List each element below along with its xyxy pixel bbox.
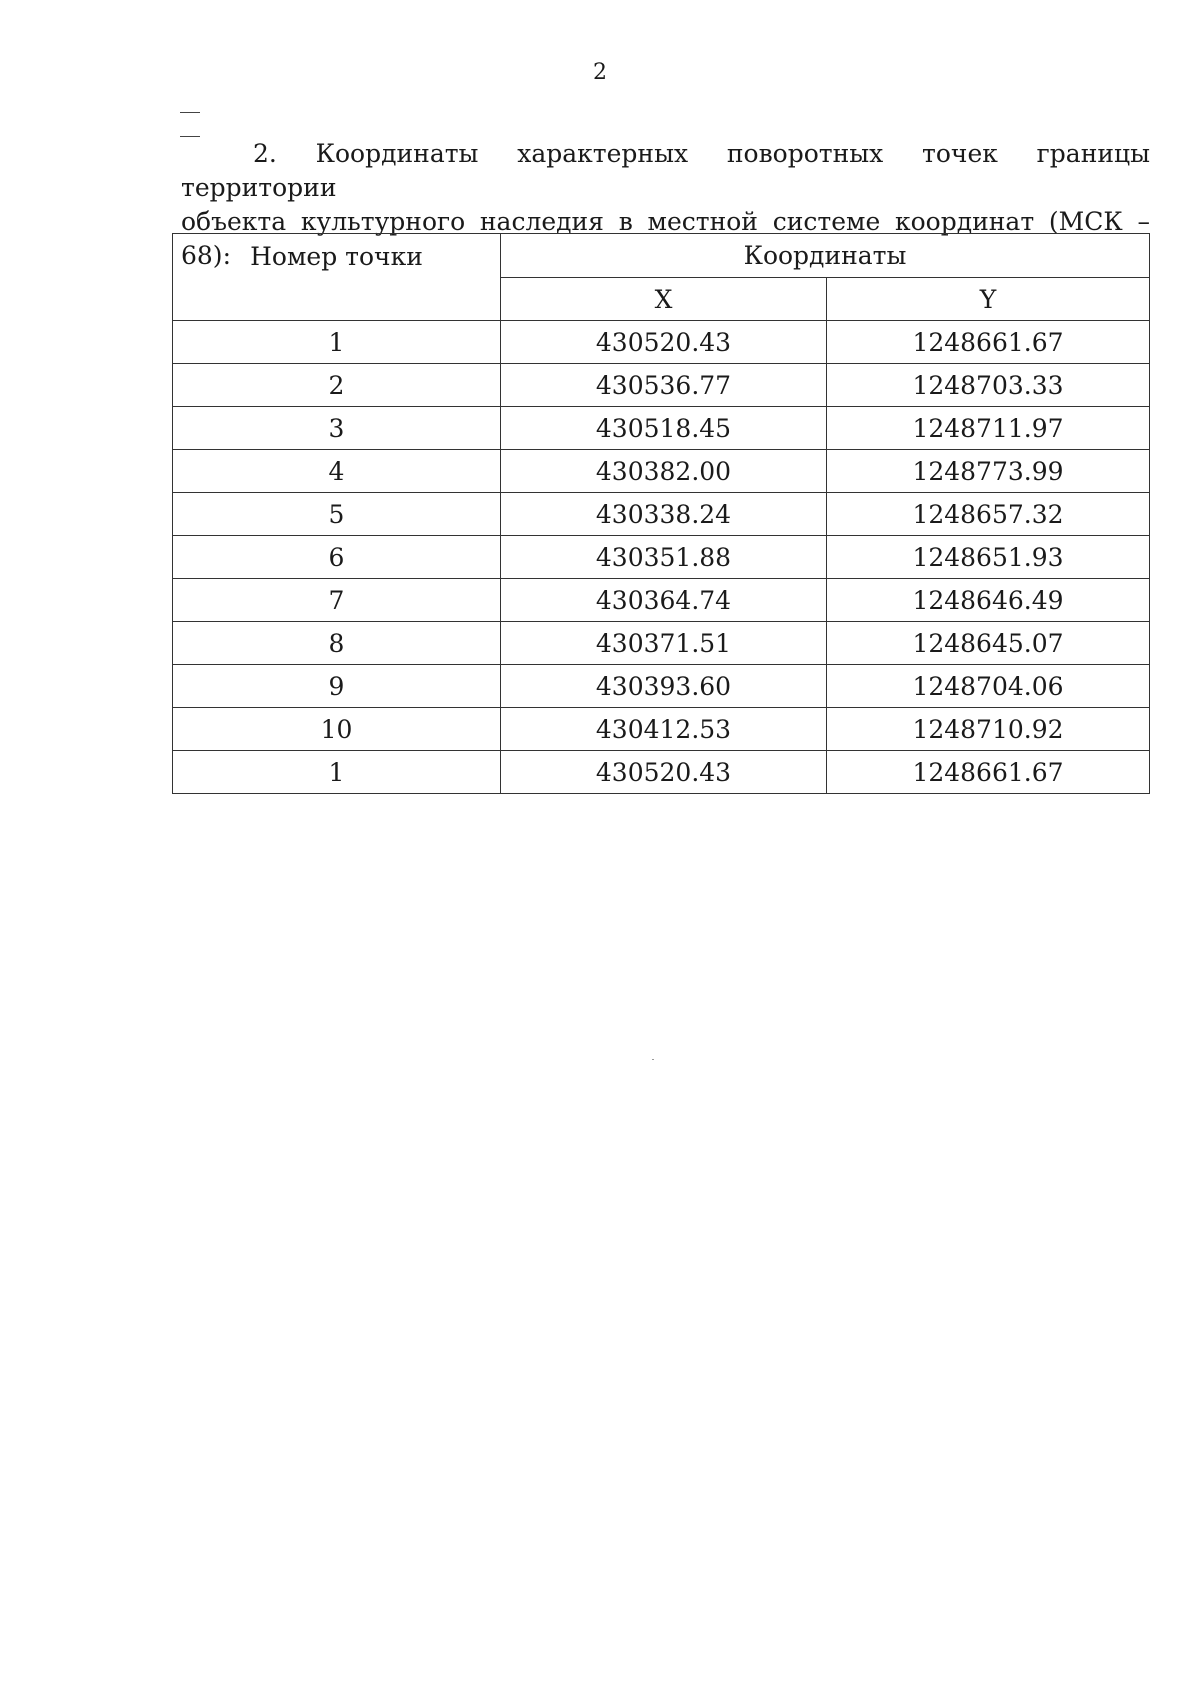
cell-y: 1248646.49: [827, 579, 1150, 622]
table-row: [173, 407, 1150, 450]
cell-point: 4: [173, 450, 501, 493]
header-point-number: Номер точки: [173, 234, 501, 321]
table-row: [173, 321, 1150, 364]
cell-x: 430518.45: [501, 407, 827, 450]
cell-y: 1248661.67: [827, 321, 1150, 364]
cell-y: 1248661.67: [827, 751, 1150, 794]
cell-point: 8: [173, 622, 501, 665]
header-x: X: [501, 278, 827, 321]
cell-x: 430364.74: [501, 579, 827, 622]
cell-x: 430382.00: [501, 450, 827, 493]
cell-x: 430351.88: [501, 536, 827, 579]
cell-x: 430393.60: [501, 665, 827, 708]
table-row: [173, 536, 1150, 579]
cell-point: 1: [173, 321, 501, 364]
table-row: [173, 665, 1150, 708]
margin-dash: [180, 112, 200, 113]
table-row: [173, 364, 1150, 407]
paragraph-line-2: объекта культурного наследия в местной системе координат (МСК – 68):: [181, 207, 1150, 270]
paragraph-line-1: 2. Координаты характерных поворотных точек границы территории: [181, 139, 1150, 202]
scan-speck: [652, 1059, 654, 1060]
cell-point: 2: [173, 364, 501, 407]
cell-point: 3: [173, 407, 501, 450]
header-coordinates: Координаты: [501, 234, 1150, 278]
cell-x: 430412.53: [501, 708, 827, 751]
cell-point: 10: [173, 708, 501, 751]
table-row: [173, 708, 1150, 751]
table-row: [173, 579, 1150, 622]
cell-x: 430520.43: [501, 321, 827, 364]
page-number: 2: [593, 60, 607, 85]
cell-y: 1248657.32: [827, 493, 1150, 536]
header-y: Y: [827, 278, 1150, 321]
cell-y: 1248703.33: [827, 364, 1150, 407]
cell-y: 1248704.06: [827, 665, 1150, 708]
cell-point: 6: [173, 536, 501, 579]
table-row: [173, 450, 1150, 493]
cell-y: 1248773.99: [827, 450, 1150, 493]
cell-y: 1248710.92: [827, 708, 1150, 751]
cell-x: 430338.24: [501, 493, 827, 536]
coordinates-table: [172, 233, 1150, 794]
table-row: [173, 493, 1150, 536]
table-row: [173, 622, 1150, 665]
cell-x: 430520.43: [501, 751, 827, 794]
cell-point: 5: [173, 493, 501, 536]
cell-y: 1248711.97: [827, 407, 1150, 450]
cell-x: 430371.51: [501, 622, 827, 665]
cell-y: 1248645.07: [827, 622, 1150, 665]
cell-y: 1248651.93: [827, 536, 1150, 579]
cell-x: 430536.77: [501, 364, 827, 407]
cell-point: 7: [173, 579, 501, 622]
cell-point: 9: [173, 665, 501, 708]
cell-point: 1: [173, 751, 501, 794]
table-row: [173, 751, 1150, 794]
